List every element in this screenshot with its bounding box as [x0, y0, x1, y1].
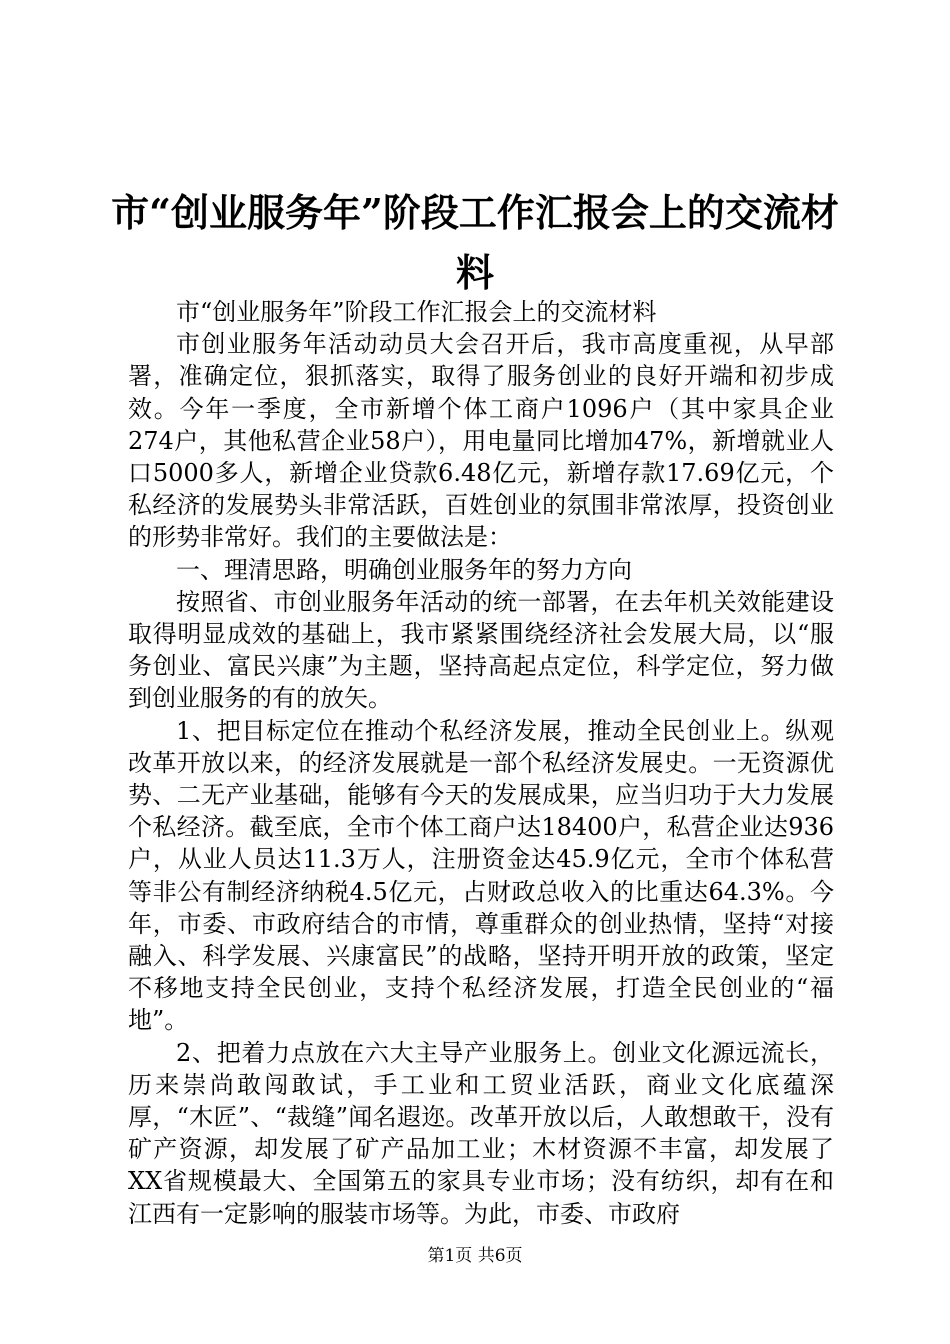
page-footer: 第1页 共6页 — [427, 1246, 523, 1266]
paragraph-section-1: 按照省、市创业服务年活动的统一部署，在去年机关效能建设取得明显成效的基础上，我市紧紧围绕经济社会发展大局，以“服务创业、富民兴康”为主题，坚持高起点定位，科学定位，努力做到创业服务的有的放矢。 — [128, 587, 834, 713]
document-title: 市“创业服务年”阶段工作汇报会上的交流材料 — [111, 190, 839, 296]
paragraph-intro: 市创业服务年活动动员大会召开后，我市高度重视，从早部署，准确定位，狠抓落实，取得了服务创业的良好开端和初步成效。今年一季度，全市新增个体工商户1096户（其中家具企业274户，其他私营企业58户），用电量同比增加47%，新增就业人口5000多人，新增企业贷款6.48亿元，新增存款17.69亿元，个私经济的发展势头非常活跃，百姓创业的氛围非常浓厚，投资创业的形势非常好。我们的主要做法是： — [128, 330, 834, 552]
section-heading-1: 一、理清思路，明确创业服务年的努力方向 — [176, 555, 632, 584]
document-body — [128, 296, 834, 1230]
paragraph-point-2: 2、把着力点放在六大主导产业服务上。创业文化源远流长，历来崇尚敢闯敢试，手工业和工贸业活跃，商业文化底蕴深厚，“木匠”、“裁缝”闻名遐迩。改革开放以后，人敢想敢干，没有矿产资源，却发展了矿产品加工业；木材资源不丰富，却发展了XX省规模最大、全国第五的家具专业市场；没有纺织，却有在和江西有一定影响的服装市场等。为此，市委、市政府 — [128, 1038, 834, 1228]
paragraph-point-1: 1、把目标定位在推动个私经济发展，推动全民创业上。纵观改革开放以来，的经济发展就是一部个私经济发展史。一无资源优势、二无产业基础，能够有今天的发展成果，应当归功于大力发展个私经济。截至底，全市个体工商户达18400户，私营企业达936户，从业人员达11.3万人，注册资金达45.9亿元，全市个体私营等非公有制经济纳税4.5亿元，占财政总收入的比重达64.3%。今年，市委、市政府结合的市情，尊重群众的创业热情，坚持“对接融入、科学发展、兴康富民”的战略，坚持开明开放的政策，坚定不移地支持全民创业，支持个私经济发展，打造全民创业的“福地”。 — [128, 716, 834, 1035]
paragraph-subtitle: 市“创业服务年”阶段工作汇报会上的交流材料 — [176, 298, 657, 326]
